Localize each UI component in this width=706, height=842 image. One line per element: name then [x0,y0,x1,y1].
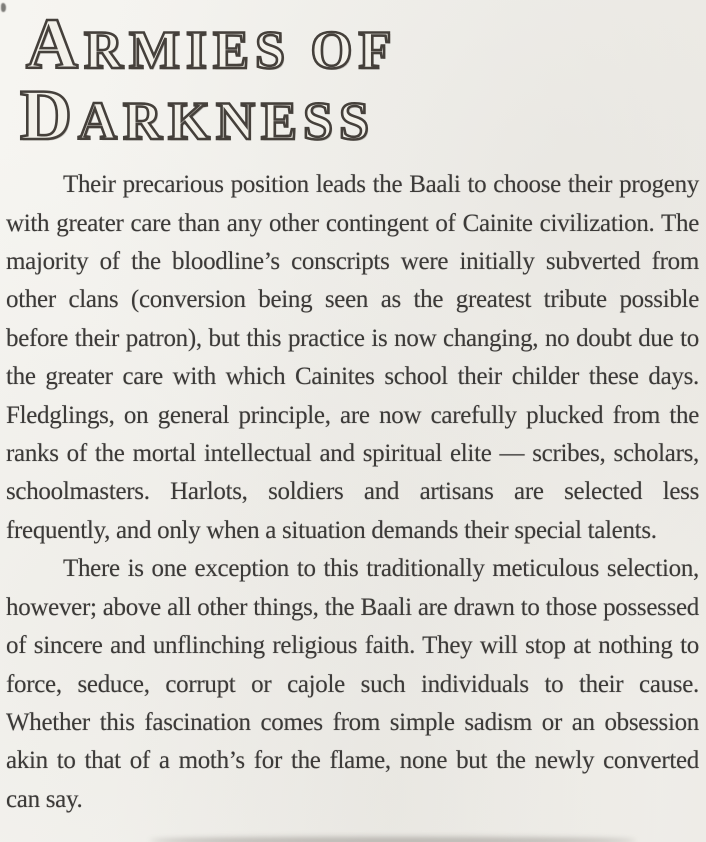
title-line2-rest: ARKNESS [78,91,376,152]
title-line1-rest: RMIES OF [84,20,398,80]
body-text [0,166,706,819]
title-line1-initial: A [26,4,84,84]
title-line2-initial: D [20,75,78,156]
paragraph-1: Their precarious position leads the Baali to choose their progeny with greater care than any other contingent of Cainite civilization. The majority of the bloodline’s conscripts were initially subverted from other clans (conversion being seen as the greatest tribute possible before their patron), but this practice is now changing, no doubt due to the greater care with which Cainites school their childer these days. Fledglings, on general principle, are now carefully plucked from the ranks of the mortal intellectual and spiritual elite — scribes, scholars, schoolmasters. Harlots, soldiers and artisans are selected less frequently, and only when a situation demands their special talents. [6,171,699,544]
paragraph-2: There is one exception to this traditionally meticulous selection, however; above all other things, the Baali are drawn to those possessed of sincere and unflinching religious faith. They will stop at nothing to force, seduce, corrupt or cajole such individuals to their cause. Whether this fascination comes from simple sadism or an obsession akin to that of a moth’s for the flame, none but the newly converted can say. [6,555,699,813]
bottom-scan-smudge [150,837,636,842]
title-line-1 [26,4,706,84]
title-line-2 [20,75,706,156]
page-title [0,0,706,156]
